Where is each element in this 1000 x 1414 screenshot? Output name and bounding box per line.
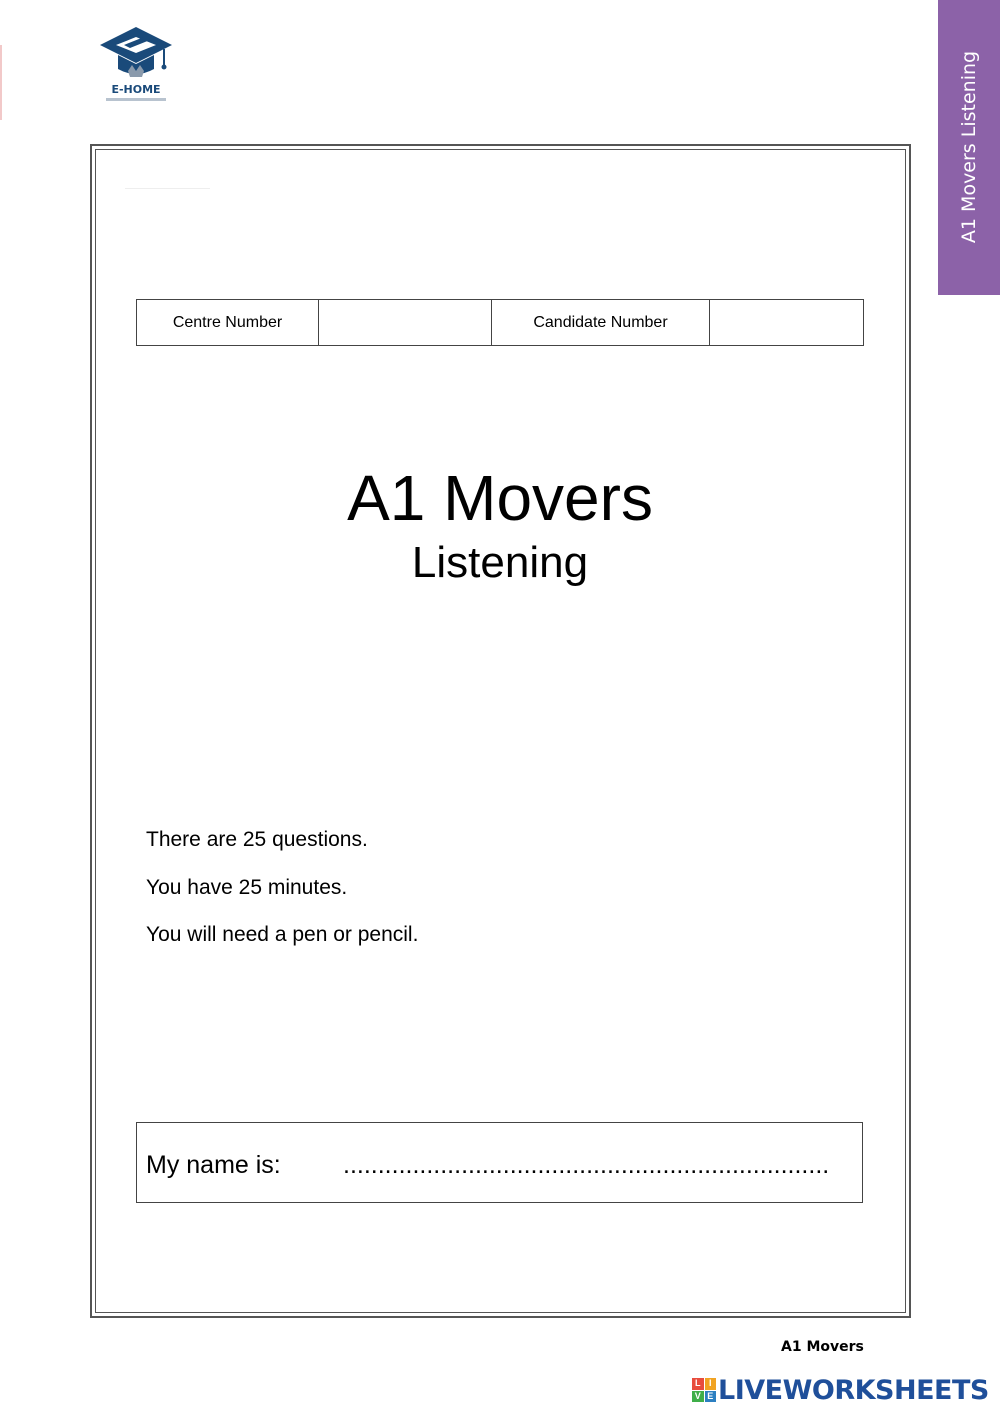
liveworksheets-wordmark: LIVEWORKSHEETS (718, 1374, 989, 1406)
side-tab (938, 0, 1000, 295)
instruction-questions: There are 25 questions. (146, 828, 368, 851)
ehome-logo (98, 25, 174, 109)
instruction-materials: You will need a pen or pencil. (146, 923, 419, 946)
icon-letter-e: E (705, 1391, 717, 1403)
page-edge-mark (0, 45, 2, 120)
instruction-time: You have 25 minutes. (146, 875, 348, 899)
graduation-cap-icon (98, 25, 174, 83)
liveworksheets-icon (692, 1378, 716, 1402)
icon-letter-v: V (692, 1391, 704, 1403)
footer-label: A1 Movers (781, 1339, 864, 1355)
name-label: My name is: (146, 1151, 281, 1179)
logo-wordmark: E-HOME (111, 83, 161, 96)
liveworksheets-brand[interactable] (692, 1376, 989, 1404)
centre-number-field[interactable] (319, 300, 492, 346)
name-box (136, 1122, 863, 1203)
page-title: A1 Movers (347, 462, 653, 534)
logo-tagline (106, 98, 166, 101)
name-input[interactable]: ...................................................................... (343, 1151, 830, 1179)
numbers-table (136, 299, 864, 346)
side-tab-label: A1 Movers Listening (958, 50, 980, 244)
icon-letter-i: I (705, 1378, 717, 1390)
icon-letter-l: L (692, 1378, 704, 1390)
page-subtitle: Listening (411, 538, 589, 587)
candidate-number-field[interactable] (710, 300, 864, 346)
candidate-number-label: Candidate Number (492, 300, 710, 346)
instructions (146, 826, 418, 969)
centre-number-label: Centre Number (137, 300, 319, 346)
faint-rule (125, 188, 210, 189)
numbers-row (137, 300, 864, 346)
